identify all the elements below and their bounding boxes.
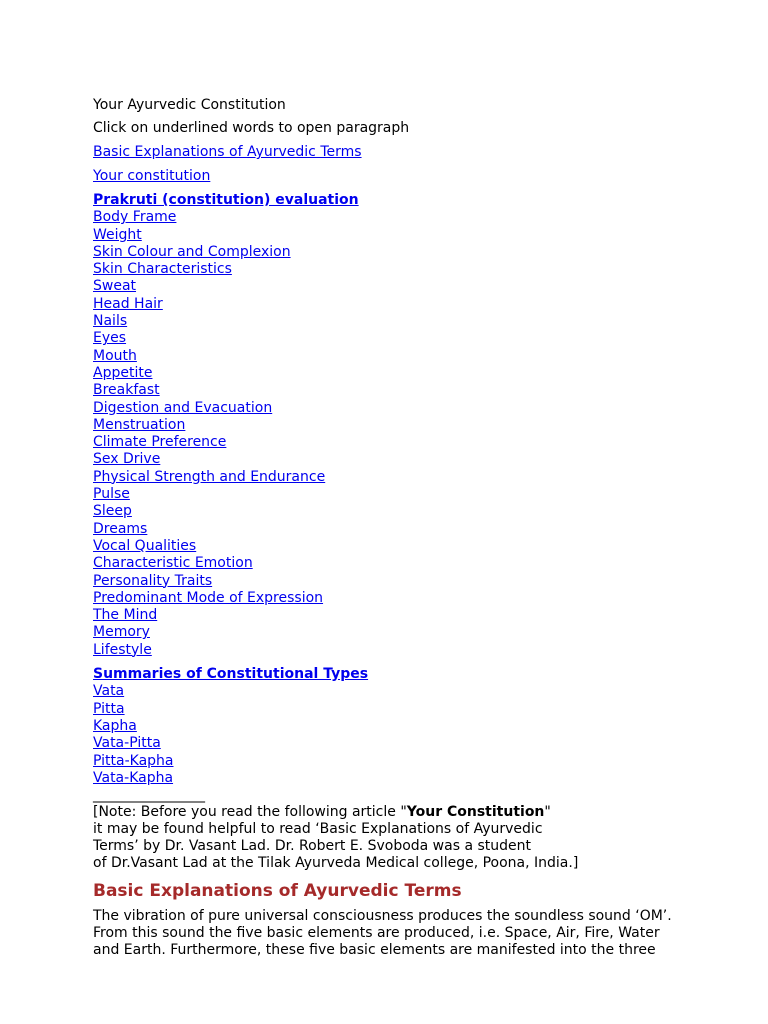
note-bold-title: Your Constitution bbox=[406, 804, 545, 821]
separator-line: ________________ bbox=[93, 787, 205, 804]
link-digestion[interactable]: Digestion and Evacuation bbox=[93, 399, 273, 416]
body-line-1: The vibration of pure universal consciousness produces the soundless sound ‘OM’. bbox=[93, 908, 672, 925]
link-basic-explanations[interactable]: Basic Explanations of Ayurvedic Terms bbox=[93, 144, 362, 160]
link-sweat[interactable]: Sweat bbox=[93, 278, 137, 295]
link-prakruti-heading[interactable]: Prakruti (constitution) evaluation bbox=[93, 192, 359, 208]
note-suffix: " bbox=[544, 804, 551, 821]
link-pitta[interactable]: Pitta bbox=[93, 700, 125, 717]
link-pulse[interactable]: Pulse bbox=[93, 486, 130, 503]
link-predominant-mode[interactable]: Predominant Mode of Expression bbox=[93, 589, 324, 606]
link-menstruation[interactable]: Menstruation bbox=[93, 416, 186, 433]
instruction-text: Click on underlined words to open paragraph bbox=[93, 120, 410, 136]
link-weight[interactable]: Weight bbox=[93, 226, 142, 243]
link-body-frame[interactable]: Body Frame bbox=[93, 209, 177, 226]
link-vata-pitta[interactable]: Vata-Pitta bbox=[93, 735, 161, 752]
page-title: Your Ayurvedic Constitution bbox=[93, 97, 286, 113]
section-heading: Basic Explanations of Ayurvedic Terms bbox=[93, 881, 462, 902]
link-sex-drive[interactable]: Sex Drive bbox=[93, 451, 161, 468]
link-skin-colour[interactable]: Skin Colour and Complexion bbox=[93, 243, 291, 260]
note-paragraph bbox=[93, 804, 673, 872]
link-physical-strength[interactable]: Physical Strength and Endurance bbox=[93, 468, 326, 485]
link-climate-preference[interactable]: Climate Preference bbox=[93, 434, 227, 451]
link-pitta-kapha[interactable]: Pitta-Kapha bbox=[93, 752, 174, 769]
body-line-2: From this sound the five basic elements are produced, i.e. Space, Air, Fire, Water bbox=[93, 925, 660, 942]
note-prefix: [Note: Before you read the following article " bbox=[93, 804, 407, 821]
link-personality-traits[interactable]: Personality Traits bbox=[93, 572, 213, 589]
link-appetite[interactable]: Appetite bbox=[93, 364, 153, 381]
link-head-hair[interactable]: Head Hair bbox=[93, 295, 163, 312]
link-vata-kapha[interactable]: Vata-Kapha bbox=[93, 769, 174, 786]
link-sleep[interactable]: Sleep bbox=[93, 503, 132, 520]
note-line-4: of Dr.Vasant Lad at the Tilak Ayurveda Medical college, Poona, India.] bbox=[93, 855, 579, 872]
link-summaries-heading[interactable]: Summaries of Constitutional Types bbox=[93, 666, 369, 683]
note-line-2: it may be found helpful to read ‘Basic Explanations of Ayurvedic bbox=[93, 821, 543, 838]
link-your-constitution[interactable]: Your constitution bbox=[93, 168, 211, 184]
summaries-list bbox=[93, 666, 673, 787]
note-line-3: Terms’ by Dr. Vasant Lad. Dr. Robert E. Svoboda was a student bbox=[93, 838, 532, 855]
link-vocal-qualities[interactable]: Vocal Qualities bbox=[93, 537, 197, 554]
link-eyes[interactable]: Eyes bbox=[93, 330, 127, 347]
link-mouth[interactable]: Mouth bbox=[93, 347, 137, 364]
prakruti-list bbox=[93, 192, 673, 659]
body-line-3: and Earth. Furthermore, these five basic elements are manifested into the three bbox=[93, 942, 656, 959]
link-lifestyle[interactable]: Lifestyle bbox=[93, 641, 152, 658]
link-nails[interactable]: Nails bbox=[93, 313, 128, 330]
link-breakfast[interactable]: Breakfast bbox=[93, 382, 160, 399]
link-characteristic-emotion[interactable]: Characteristic Emotion bbox=[93, 555, 253, 572]
link-memory[interactable]: Memory bbox=[93, 624, 150, 641]
link-dreams[interactable]: Dreams bbox=[93, 520, 148, 537]
link-kapha[interactable]: Kapha bbox=[93, 717, 137, 734]
link-the-mind[interactable]: The Mind bbox=[93, 607, 158, 624]
link-skin-characteristics[interactable]: Skin Characteristics bbox=[93, 261, 232, 278]
link-vata[interactable]: Vata bbox=[93, 683, 125, 700]
section-body bbox=[93, 908, 673, 959]
